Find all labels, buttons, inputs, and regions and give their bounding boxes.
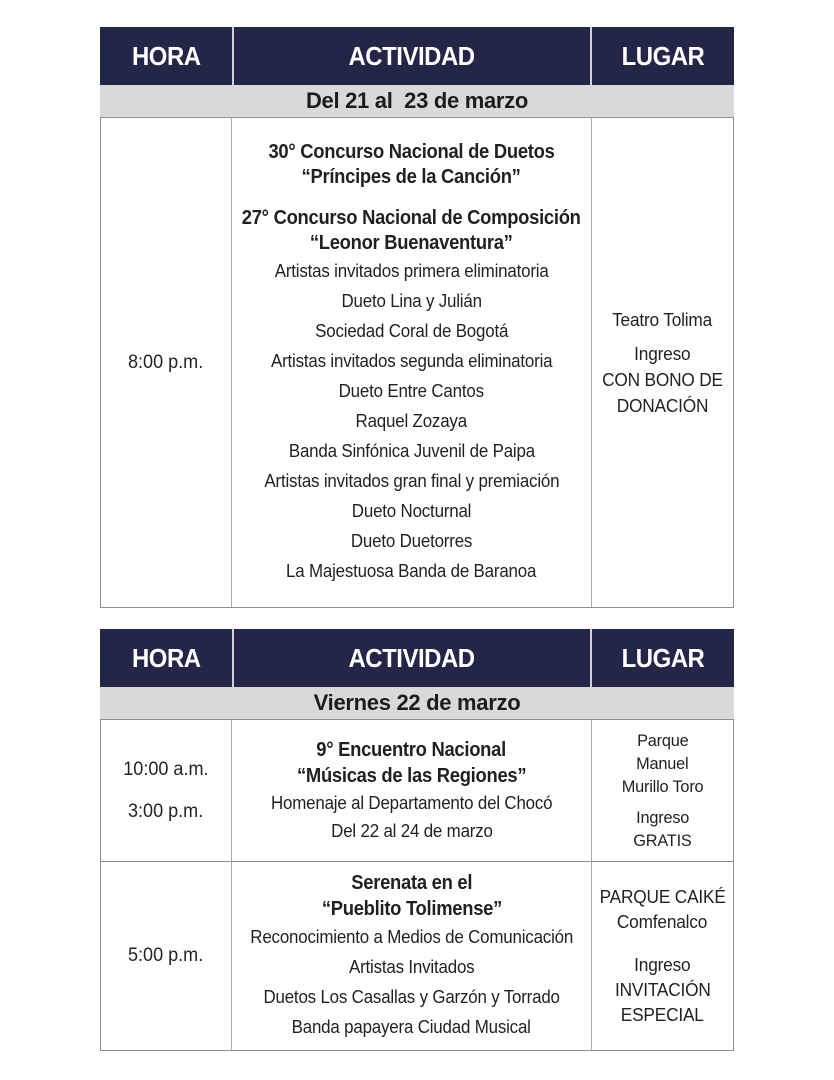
column-header-label: ACTIVIDAD bbox=[348, 40, 476, 71]
activity-title: 9° Encuentro Nacional bbox=[316, 738, 507, 761]
activity-title: “Leonor Buenaventura” bbox=[310, 231, 513, 254]
activity-line: Artistas invitados primera eliminatoria bbox=[274, 260, 549, 281]
time-cell bbox=[101, 862, 232, 1050]
activity-title: 30° Concurso Nacional de Duetos bbox=[268, 140, 555, 163]
column-header-lugar bbox=[592, 27, 734, 85]
activity-line: Artistas invitados gran final y premiación bbox=[264, 470, 559, 491]
entry-line: Ingreso bbox=[634, 954, 691, 975]
activity-line: Duetos Los Casallas y Garzón y Torrado bbox=[263, 987, 560, 1007]
column-header-label: ACTIVIDAD bbox=[348, 642, 476, 673]
column-header-lugar bbox=[592, 629, 734, 687]
venue-line: Comfenalco bbox=[617, 911, 708, 932]
venue-line: Manuel bbox=[636, 754, 689, 773]
time-cell bbox=[101, 720, 232, 861]
activity-line: Dueto Entre Cantos bbox=[338, 380, 485, 401]
activity-title: Serenata en el bbox=[351, 872, 472, 894]
entry-line: GRATIS bbox=[633, 831, 692, 850]
column-header-label: HORA bbox=[131, 642, 201, 673]
table-header-row bbox=[100, 27, 734, 85]
entry-line: Ingreso bbox=[635, 808, 690, 827]
schedule-table-1 bbox=[100, 27, 734, 608]
activity-title: 27° Concurso Nacional de Composición bbox=[242, 206, 581, 229]
activity-line: Del 22 al 24 de marzo bbox=[330, 820, 493, 841]
activity-line: Homenaje al Departamento del Chocó bbox=[270, 792, 553, 813]
column-header-actividad bbox=[232, 629, 592, 687]
column-header-hora bbox=[100, 629, 232, 687]
column-header-hora bbox=[100, 27, 232, 85]
date-banner-label: Del 21 al 23 de marzo bbox=[305, 88, 529, 113]
column-header-label: LUGAR bbox=[621, 40, 705, 71]
activity-line: Banda papayera Ciudad Musical bbox=[291, 1017, 532, 1037]
activity-cell bbox=[232, 720, 592, 861]
time-cell bbox=[101, 118, 232, 607]
venue-line: Teatro Tolima bbox=[612, 309, 713, 330]
activity-line: Dueto Nocturnal bbox=[351, 500, 472, 521]
activity-line: Banda Sinfónica Juvenil de Paipa bbox=[288, 440, 535, 461]
activity-line: Dueto Lina y Julián bbox=[341, 290, 482, 311]
activity-cell bbox=[232, 862, 592, 1050]
activity-line: Raquel Zozaya bbox=[355, 410, 468, 431]
activity-line: Sociedad Coral de Bogotá bbox=[314, 320, 509, 341]
activity-line: Dueto Duetorres bbox=[350, 530, 473, 551]
time-label: 5:00 p.m. bbox=[128, 945, 204, 966]
activity-title: “Músicas de las Regiones” bbox=[296, 764, 527, 787]
activity-cell bbox=[232, 118, 592, 607]
time-label: 3:00 p.m. bbox=[128, 800, 204, 822]
venue-cell bbox=[592, 118, 733, 607]
venue-cell bbox=[592, 720, 733, 861]
venue-cell bbox=[592, 862, 733, 1050]
activity-line: Reconocimiento a Medios de Comunicación bbox=[250, 927, 573, 947]
time-label: 8:00 p.m. bbox=[128, 351, 204, 373]
entry-line: INVITACIÓN bbox=[614, 979, 711, 1000]
table-body bbox=[100, 719, 734, 1051]
activity-title: “Pueblito Tolimense” bbox=[321, 898, 502, 920]
date-banner bbox=[100, 687, 734, 719]
venue-line: Murillo Toro bbox=[621, 777, 704, 796]
column-header-label: HORA bbox=[131, 40, 201, 71]
activity-line: La Majestuosa Banda de Baranoa bbox=[286, 560, 537, 581]
column-header-actividad bbox=[232, 27, 592, 85]
table-row bbox=[101, 720, 733, 861]
table-row bbox=[101, 118, 733, 607]
activity-title: “Príncipes de la Canción” bbox=[301, 165, 522, 188]
table-body bbox=[100, 117, 734, 608]
time-label: 10:00 a.m. bbox=[123, 758, 209, 780]
entry-line: CON BONO DE DONACIÓN bbox=[602, 369, 723, 416]
table-header-row bbox=[100, 629, 734, 687]
venue-line: PARQUE CAIKÉ bbox=[599, 886, 726, 907]
entry-line: ESPECIAL bbox=[620, 1004, 704, 1025]
activity-line: Artistas invitados segunda eliminatoria bbox=[270, 350, 553, 371]
entry-line: Ingreso bbox=[634, 343, 691, 364]
column-header-label: LUGAR bbox=[621, 642, 705, 673]
activity-line: Artistas Invitados bbox=[348, 957, 475, 977]
date-banner-label: Viernes 22 de marzo bbox=[313, 690, 521, 715]
date-banner bbox=[100, 85, 734, 117]
venue-line: Parque bbox=[636, 731, 689, 750]
schedule-table-2 bbox=[100, 629, 734, 1051]
table-row bbox=[101, 861, 733, 1050]
